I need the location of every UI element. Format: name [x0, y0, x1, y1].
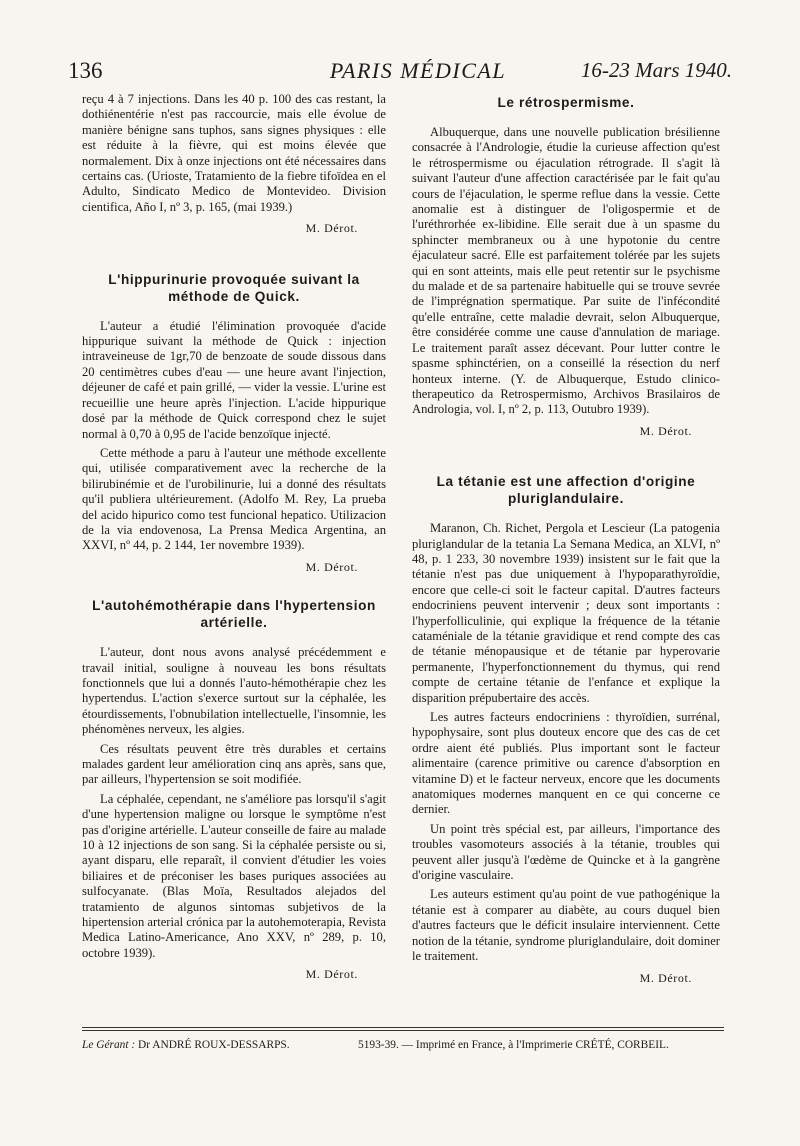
tetanie-signature: M. Dérot.: [639, 970, 692, 985]
retrospermisme-signature: M. Dérot.: [639, 423, 692, 438]
page-header: [68, 58, 732, 92]
intro-signature: M. Dérot.: [305, 221, 358, 236]
autohemotherapie-signature: M. Dérot.: [305, 967, 358, 982]
journal-title: PARIS MÉDICAL: [329, 58, 507, 83]
gerant-label: Le Gérant :: [82, 1039, 136, 1051]
gerant-line: [82, 1039, 290, 1051]
footer-rule-bottom: [82, 1030, 724, 1031]
issue-date: 16-23 Mars 1940.: [580, 58, 732, 82]
tetanie-paragraph-3: Un point très spécial est, par ailleurs, l'importance des troubles vasomoteurs associés à la tétanie, troubles qui peuvent aller jusqu'à l'œdème de Quincke et à la gangrène d'origine vasculaire.: [412, 821, 720, 883]
gerant-name: Dr ANDRÉ ROUX-DESSARPS.: [138, 1039, 290, 1051]
article-title-autohemotherapie: L'autohémothérapie dans l'hypertension artérielle.: [92, 598, 376, 631]
tetanie-paragraph-4: Les auteurs estiment qu'au point de vue pathogénique la tétanie est à comparer au diabète, au cours duquel bien d'autres facteurs que le déficit insulaire interviennent. Cette notion de la tétanie, syndrome pluriglandulaire, doit dominer le traitement.: [412, 887, 720, 964]
autohemotherapie-paragraph-3: La céphalée, cependant, ne s'améliore pas lorsqu'il s'agit d'une hypertension maligne ou lorsque le symptôme n'est pas d'origine artérielle. L'auteur conseille de faire au malade 10 à 12 injections de son sang. Si la céphalée persiste ou si, ayant disparu, elle reparaît, il convient d'étudier les voies biliaires et de préconiser les bases puriques associées au sulfocyanate. (Blas Moïa, Resultados alejados del tratamiento de algunos sintomas subjetivos de la hipertension arterial crónica par la autohemoterapia, Revista Medica Latino-Americance, Ano XXV, nº 289, p. 10, octobre 1939).: [82, 791, 386, 960]
intro-paragraph: reçu 4 à 7 injections. Dans les 40 p. 100 des cas restant, la dothiénentérie n'est pas raccourcie, mais elle évolue de manière bénigne sans tuphos, sans signes physiques : elle est réduite à la fièvre, qui est moins élevée que normalement. Dix à onze injections ont été nécessaires dans certains cas. (Urioste, Tratamiento de la fiebre tifoïdea en el Adulto, Sindicato Medico de Montevideo. Division cientifica, Año I, nº 3, p. 165, (mai 1939.): [82, 92, 386, 214]
page-number: 136: [68, 58, 103, 83]
article-title-tetanie: La tétanie est une affection d'origine pluriglandulaire.: [436, 474, 696, 507]
printer-imprint: 5193-39. — Imprimé en France, à l'Imprimerie CRÉTÉ, CORBEIL.: [358, 1039, 669, 1051]
article-title-hippurinurie: L'hippurinurie provoquée suivant la méthode de Quick.: [108, 271, 360, 304]
hippurinurie-paragraph-1: L'auteur a étudié l'élimination provoquée d'acide hippurique suivant la méthode de Quick : injection intraveineuse de 1gr,70 de benzoate de soude dissous dans 20 centimètres cubes d'eau — une heure avant l'injection, déjeuner de café et pain grillé, — vider la vessie. L'urine est recueillie une heure après l'injection. L'acide hippurique dosé par la méthode de Quick correspond chez le sujet normal à 0,70 à 0,95 de l'acide benzoïque injecté.: [82, 318, 386, 441]
tetanie-paragraph-2: Les autres facteurs endocriniens : thyroïdien, surrénal, hypophysaire, sont plus douteux encore que des cas de cet ordre aient été publiés. Plus important sont le facteur alimentaire (carence primitive ou carence d'absorption en vitamine D) et le facteur nerveux, encore que les documents anatomiques modernes manquent en ce qui concerne ce dernier.: [412, 710, 720, 817]
retrospermisme-paragraph: Albuquerque, dans une nouvelle publication brésilienne consacrée à l'Andrologie, étudie la curieuse affection qu'est le rétrospermisme ou éjaculation rétrograde. Il s'agit là suivant l'auteur d'une affection caractérisée par le fait qu'au cours de l'éjaculation, le sperme reflue dans la vessie. Cette anomalie est à distinguer de l'oligospermie et de l'uréthrorhée ex-libidine. Elle serait due à un spasme du sphincter membraneux ou à une hypotonie du centre éjaculateur sacré. Elle est parfaitement tolérée par les sujets qui en sont atteints, mais elle peut retentir sur le psychisme du malade et de sa partenaire habituelle qui se trouve sevrée de l'imprégnation spermatique. Par suite de l'infécondité qu'elle entraîne, cette maladie devrait, selon Albuquerque, être considérée comme une cause d'annulation de mariage. Le traitement paraît assez décevant. Pour lutter contre le spasme sphinctérien, on a conseillé la résection du nerf honteux interne. (Y. de Albuquerque, Estudo clinico-therapeutico da Retrospermismo, Archivos Brasilairos de Andrologia, vol. I, nº 2, p. 113, Outubro 1939).: [412, 125, 720, 417]
autohemotherapie-paragraph-1: L'auteur, dont nous avons analysé précédemment e travail initial, souligne à nouveau les bons résultats fonctionnels que lui a donnés l'auto-hémothérapie chez les hypertendus. L'action s'exerce surtout sur la céphalée, les étourdissements, l'obnubilation intellectuelle, l'insomnie, les phénomènes nerveux, les algies.: [82, 645, 386, 737]
left-column: [82, 92, 386, 983]
tetanie-paragraph-1: Maranon, Ch. Richet, Pergola et Lescieur (La patogenia pluriglandular de la tetania La Semana Medica, an XLVI, nº 48, p. 1 233, 30 novembre 1939) insistent sur le fait que la tétanie n'est pas due uniquement à l'hypoparathyroïdie, encore que celle-ci soit le facteur capital. D'autres facteurs endocriniens peuvent intervenir ; deux sont importants : l'hyperfolliculinie, qui explique la fréquence de la tétanie cataméniale de la tétanie gravidique et rend compte des cas de tétanie ménopausique et de tétanie par hyperovarie permanente, l'hyperfonctionnement du thymus, qui rend compte de certaine tétanie de l'enfance et explique la disparition prépubertaire des accès.: [412, 521, 720, 705]
right-column: [412, 92, 720, 986]
autohemotherapie-paragraph-2: Ces résultats peuvent être très durables et certains malades gardent leur amélioration cinq ans après, sans que, par ailleurs, l'hypertension se soit modifiée.: [82, 741, 386, 787]
hippurinurie-paragraph-2: Cette méthode a paru à l'auteur une méthode excellente qui, utilisée comparativement avec la recherche de la bilirubinémie et de l'urobilinurie, lui a donné des résultats qu'il publiera ultérieurement. (Adolfo M. Rey, La prueba del acido hipurico como test funcional hepatico. Utilizacion de la via endovenosa, La Prensa Medica Argentina, an XXVI, nº 44, p. 2 144, 1er novembre 1939).: [82, 445, 386, 553]
footer-rule-top: [82, 1027, 724, 1028]
article-title-retrospermisme: Le rétrospermisme.: [497, 95, 635, 110]
hippurinurie-signature: M. Dérot.: [305, 559, 358, 574]
